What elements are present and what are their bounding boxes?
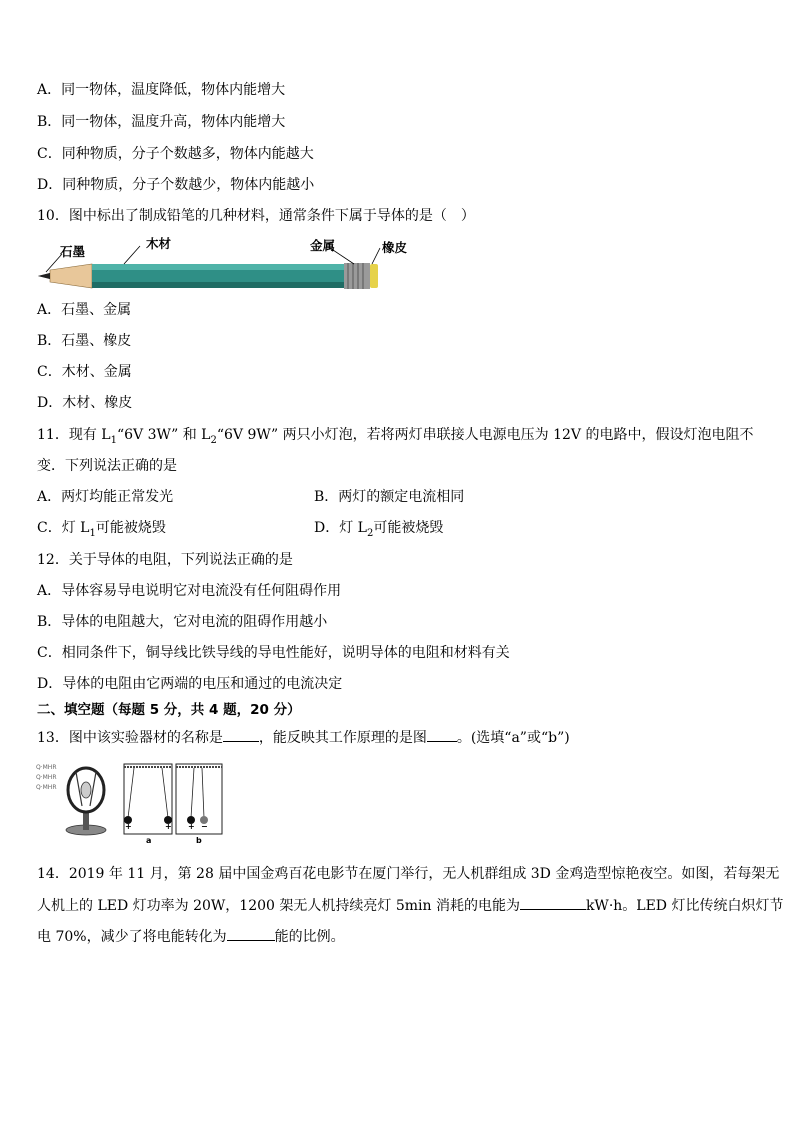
label-metal: 金属 (310, 238, 336, 253)
electroscope-figure: Q·MHR Q·MHR Q·MHR + + + − a b (36, 760, 226, 840)
fig-b-label: b (196, 836, 202, 845)
q9-option-a: A．同一物体，温度降低，物体内能增大 (37, 82, 286, 98)
q9-option-c: C．同种物质，分子个数越多，物体内能越大 (37, 146, 314, 162)
q11-option-b: B．两灯的额定电流相同 (314, 489, 465, 505)
pencil-figure (36, 232, 416, 292)
q10-option-b: B．石墨、橡皮 (37, 333, 132, 349)
label-wood: 木材 (146, 236, 172, 251)
charge-minus: − (201, 822, 208, 831)
q10-stem: 10．图中标出了制成铅笔的几种材料，通常条件下属于导体的是（ ） (37, 208, 475, 224)
q11-stem-line2: 变．下列说法正确的是 (37, 458, 177, 474)
q10-option-d: D．木材、橡皮 (37, 395, 133, 411)
pencil-illustration (36, 232, 416, 292)
charge-plus: + (125, 822, 132, 831)
answer-blank[interactable] (227, 926, 275, 941)
answer-blank[interactable] (520, 895, 586, 910)
q12-option-c: C．相同条件下，铜导线比铁导线的导电性能好，说明导体的电阻和材料有关 (37, 645, 510, 661)
q12-stem: 12．关于导体的电阻，下列说法正确的是 (37, 552, 293, 568)
label-graphite: 石墨 (60, 244, 86, 259)
label-eraser: 橡皮 (382, 240, 408, 255)
q11-stem-line1: 11．现有 $L_1“6V$ 3W” 和 $L_2“6V$ 9W” 两只小灯泡，若将两灯串联接人电源电压为 12V 的电路中，假设灯泡电阻不 (37, 427, 754, 446)
q13-stem: 13．图中该实验器材的名称是 ，能反映其工作原理的是图 。(选填“a”或“b”) (37, 727, 570, 748)
q14-line1: 14．2019 年 11 月，第 28 届中国金鸡百花电影节在厦门举行，无人机群组成 3D 金鸡造型惊艳夜空。如图，若每架无 (37, 866, 780, 882)
fig-a-label: a (146, 836, 152, 845)
section-heading: 二、填空题（每题 5 分，共 4 题，20 分） (37, 702, 301, 718)
charge-plus: + (188, 822, 195, 831)
q12-option-d: D．导体的电阻由它两端的电压和通过的电流决定 (37, 676, 343, 692)
q9-option-d: D．同种物质，分子个数越少，物体内能越小 (37, 177, 315, 193)
q12-option-b: B．导体的电阻越大，它对电流的阻碍作用越小 (37, 614, 328, 630)
q14-line2: 人机上的 LED 灯功率为 20W，1200 架无人机持续亮灯 5min 消耗的电能为 kW·h。LED 灯比传统白炽灯节 (37, 895, 783, 916)
q9-option-b: B．同一物体，温度升高，物体内能增大 (37, 114, 286, 130)
q11-option-d: D．灯 $L_2$可能被烧毁 (314, 520, 444, 539)
q12-option-a: A．导体容易导电说明它对电流没有任何阻碍作用 (37, 583, 342, 599)
answer-blank[interactable] (427, 727, 457, 742)
q10-option-c: C．木材、金属 (37, 364, 132, 380)
charge-plus: + (165, 822, 172, 831)
q11-option-c: C．灯 $L_1$可能被烧毁 (37, 520, 166, 539)
q11-option-a: A．两灯均能正常发光 (37, 489, 174, 505)
q10-option-a: A．石墨、金属 (37, 302, 132, 318)
q14-line3: 电 70%，减少了将电能转化为 能的比例。 (37, 926, 345, 947)
answer-blank[interactable] (223, 727, 259, 742)
